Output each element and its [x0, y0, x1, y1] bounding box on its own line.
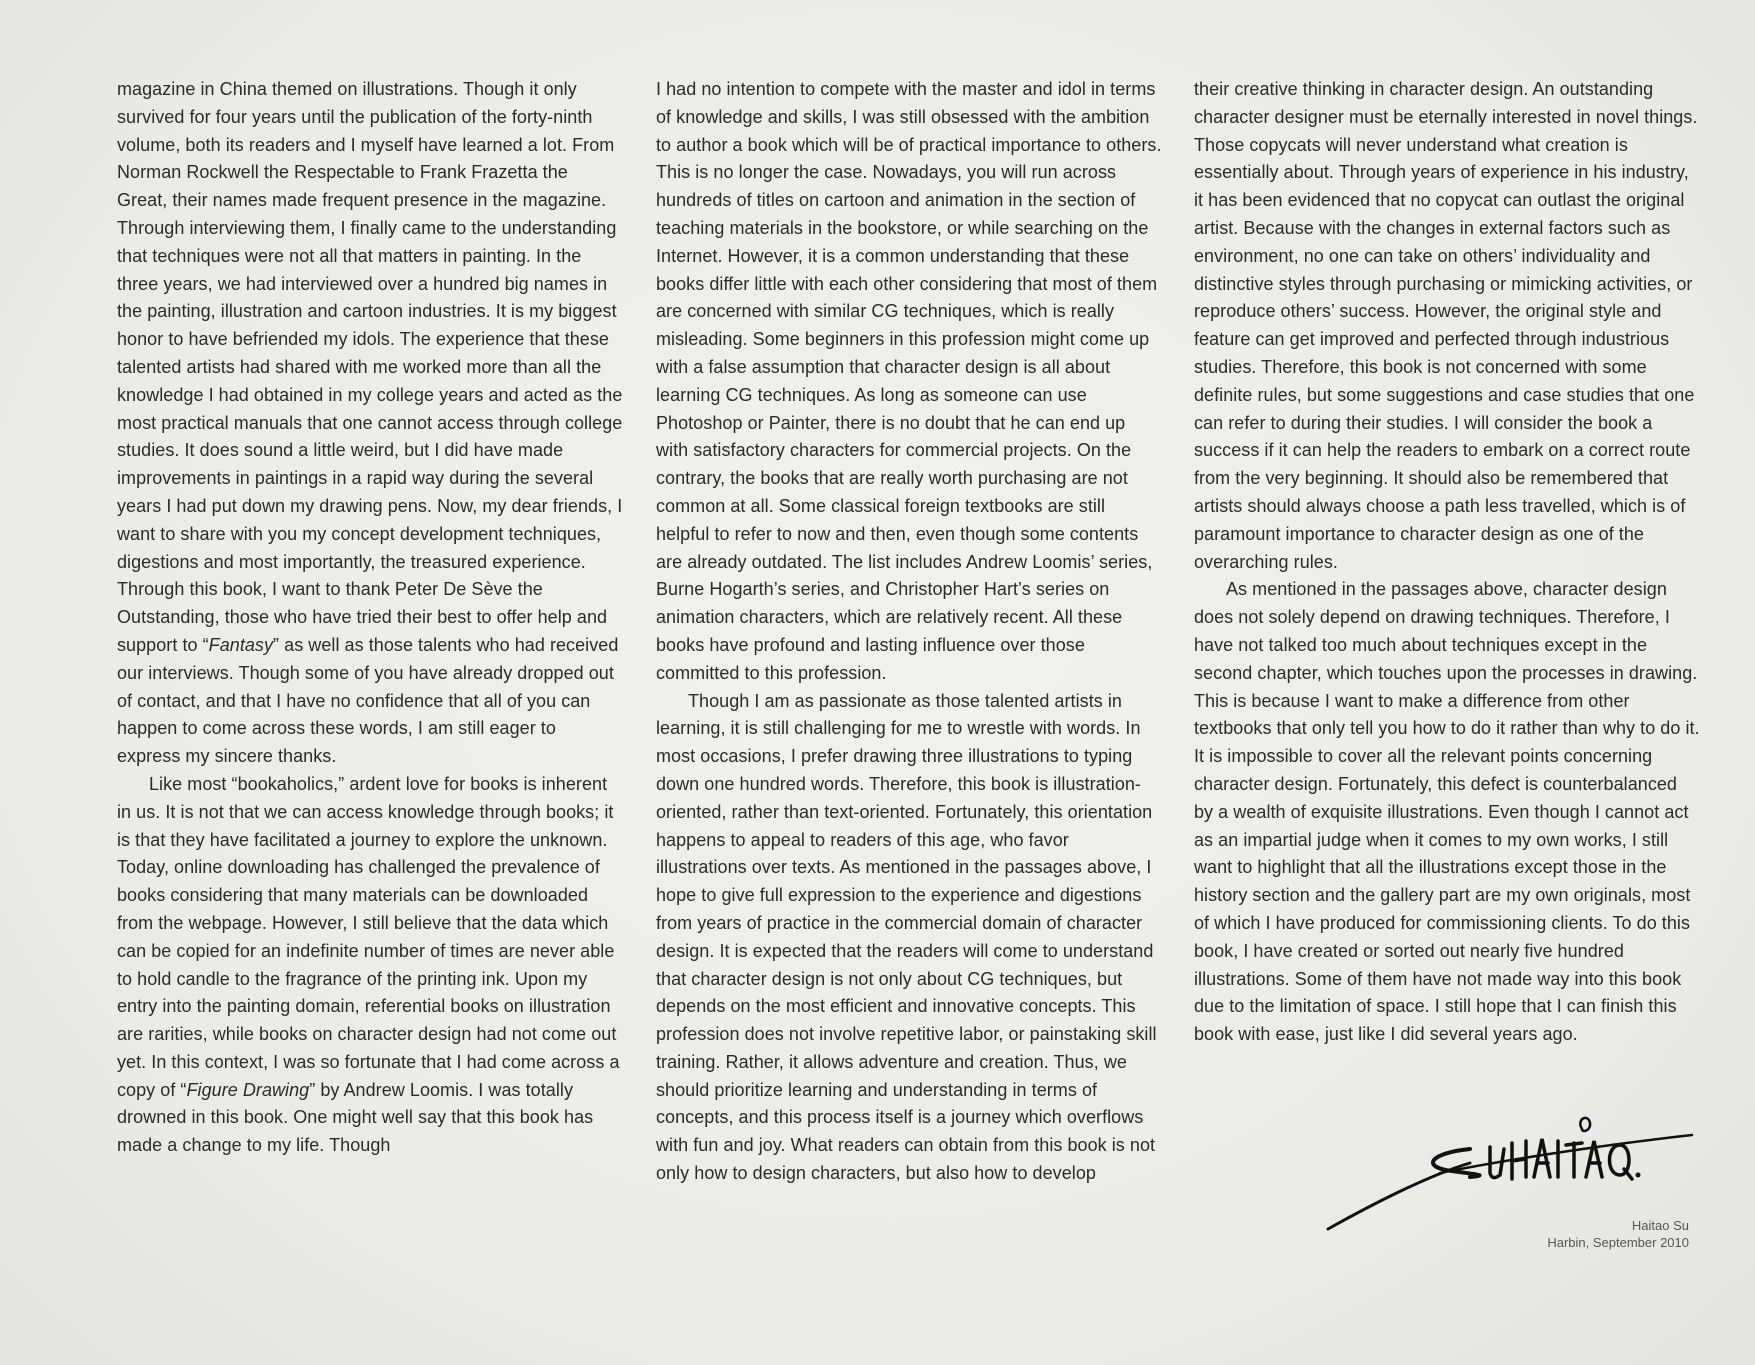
paragraph: I had no intention to compete with the master and idol in terms of knowledge and skills, I was still obsessed with the ambition to author a book which will be of practical importance to others. This is no longer the case. Nowadays, you will run across hundreds of titles on cartoon and animation in the section of teaching materials in the bookstore, or while searching on the Internet. However, it is a common understanding that these books differ little with each other considering that most of them are concerned with similar CG techniques, which is really misleading. Some beginners in this profession might come up with a false assumption that character design is all about learning CG techniques. As long as someone can use Photoshop or Painter, there is no doubt that he can end up with satisfactory characters for commercial projects. On the contrary, the books that are really worth purchasing are not common at all. Some classical foreign textbooks are still helpful to refer to now and then, even though some contents are already outdated. The list includes Andrew Loomis’ series, Burne Hogarth’s series, and Christopher Hart’s series on animation characters, which are relatively recent. All these books have profound and lasting influence over those committed to this profession.: [656, 79, 1162, 683]
text-column-1: [117, 76, 623, 1160]
author-name: Haitao Su: [1631, 1218, 1689, 1233]
book-title-figure-drawing: Figure Drawing: [186, 1079, 310, 1100]
book-title-fantasy: Fantasy: [208, 634, 274, 655]
author-credit: [1389, 1217, 1689, 1251]
paragraph: As mentioned in the passages above, character design does not solely depend on drawing techniques. Therefore, I have not talked too much about techniques except in the second chapter, which touches upon the processes in drawing. This is because I want to make a difference from other textbooks that only tell you how to do it rather than why to do it. It is impossible to cover all the relevant points concerning character design. Fortunately, this defect is counterbalanced by a wealth of exquisite illustrations. Even though I cannot act as an impartial judge when it comes to my own works, I still want to highlight that all the illustrations except those in the history section and the gallery part are my own originals, most of which I have produced for commissioning clients. To do this book, I have created or sorted out nearly five hundred illustrations. Some of them have not made way into this book due to the limitation of space. I still hope that I can finish this book with ease, just like I did several years ago.: [1194, 579, 1700, 1045]
paragraph: [117, 76, 623, 771]
text-run: Like most “bookaholics,” ardent love for books is inherent in us. It is not that we can access knowledge through books; it is that they have facilitated a journey to explore the unknown. Today, online downloading has challenged the prevalence of books considering that many materials can be downloaded from the webpage. However, I still believe that the data which can be copied for an indefinite number of times are never able to hold candle to the fragrance of the printing ink. Upon my entry into the painting domain, referential books on illustration are rarities, while books on character design had not come out yet. In this context, I was so fortunate that I had come across a copy of “: [117, 773, 620, 1100]
text-run: magazine in China themed on illustrations. Though it only survived for four years until the publication of the forty-ninth volume, both its readers and I myself have learned a lot. From Norman Rockwell the Respectable to Frank Frazetta the Great, their names made frequent presence in the magazine. Through interviewing them, I finally came to the understanding that techniques were not all that matters in painting. In the three years, we had interviewed over a hundred big names in the painting, illustration and cartoon industries. It is my biggest honor to have befriended my idols. The experience that these talented artists had shared with me worked more than all the knowledge I had obtained in my college years and acted as the most practical manuals that one cannot access through college studies. It does sound a little weird, but I did have made improvements in paintings in a rapid way during the several years I had put down my drawing pens. Now, my dear friends, I want to share with you my concept development techniques, digestions and most importantly, the treasured experience. Through this book, I want to thank Peter De Sève the Outstanding, those who have tried their best to offer help and support to “: [117, 79, 623, 655]
text-column-2: [656, 76, 1162, 1188]
text-run: ” as well as those talents who had received our interviews. Though some of you have already dropped out of contact, and that I have no confidence that all of you can happen to come across these words, I am still eager to express my sincere thanks.: [117, 634, 619, 767]
place-date: Harbin, September 2010: [1547, 1235, 1689, 1250]
text-column-3: [1194, 76, 1700, 1049]
text-run: ” by Andrew Loomis. I was totally drowned in this book. One might well say that this book has made a change to my life. Though: [117, 1079, 594, 1156]
paragraph: their creative thinking in character design. An outstanding character designer must be eternally interested in novel things. Those copycats will never understand what creation is essentially about. Through years of experience in his industry, it has been evidenced that no copycat can outlast the original artist. Because with the changes in external factors such as environment, no one can take on others’ individuality and distinctive styles through purchasing or mimicking activities, or reproduce others’ success. However, the original style and feature can get improved and perfected through industrious studies. Therefore, this book is not concerned with some definite rules, but some suggestions and case studies that one can refer to during their studies. I will consider the book a success if it can help the readers to embark on a correct route from the very beginning. It should also be remembered that artists should always choose a path less travelled, which is of paramount importance to character design as one of the overarching rules.: [1194, 79, 1698, 572]
paragraph: Though I am as passionate as those talented artists in learning, it is still challenging for me to wrestle with words. In most occasions, I prefer drawing three illustrations to typing down one hundred words. Therefore, this book is illustration-oriented, rather than text-oriented. Fortunately, this orientation happens to appeal to readers of this age, who favor illustrations over texts. As mentioned in the passages above, I hope to give full expression to the experience and digestions from years of practice in the commercial domain of character design. It is expected that the readers will come to understand that character design is not only about CG techniques, but depends on the most efficient and innovative concepts. This profession does not involve repetitive labor, or painstaking skill training. Rather, it allows adventure and creation. Thus, we should prioritize learning and understanding in terms of concepts, and this process itself is a journey which overflows with fun and joy. What readers can obtain from this book is not only how to design characters, but also how to develop: [656, 690, 1157, 1184]
paragraph: [117, 771, 623, 1160]
